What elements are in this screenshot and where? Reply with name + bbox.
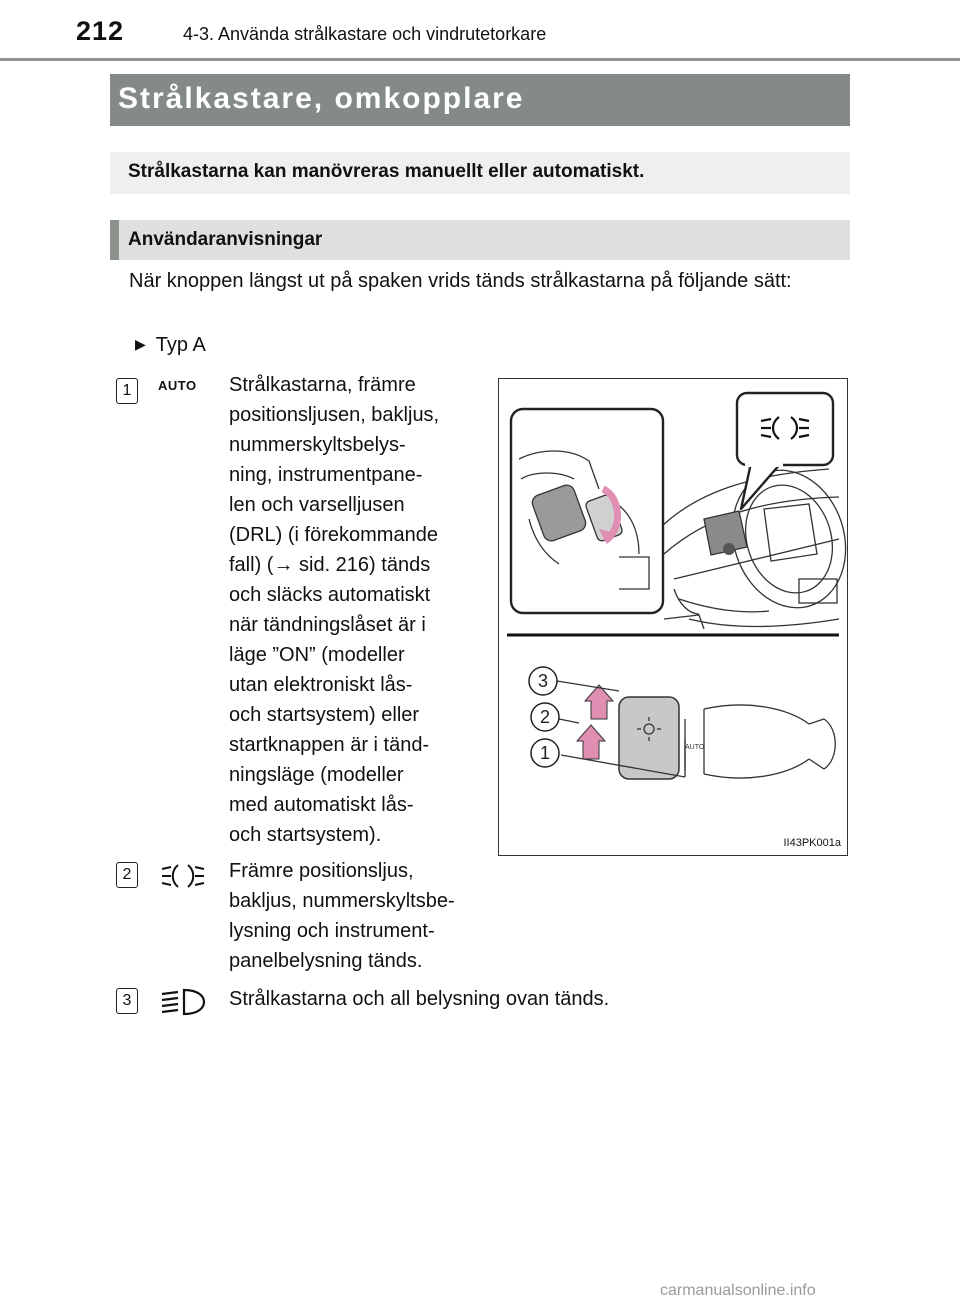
callout-2-label: 2 bbox=[539, 707, 551, 727]
item-2-line: bakljus, nummerskyltsbe- bbox=[229, 890, 455, 912]
item-1-line: och släcks automatiskt bbox=[229, 584, 431, 606]
type-label bbox=[135, 334, 206, 357]
item-1-line: med automatiskt lås- bbox=[229, 794, 414, 816]
item-2-line: lysning och instrument- bbox=[229, 920, 435, 942]
item-2-line: panelbelysning tänds. bbox=[229, 950, 423, 972]
item-1-line: (DRL) (i förekommande bbox=[229, 524, 438, 546]
item-1-line: och startsystem) eller bbox=[229, 704, 420, 726]
item-1-line: utan elektroniskt lås- bbox=[229, 674, 413, 696]
intro-box bbox=[110, 152, 850, 194]
heading-accent-bar bbox=[110, 220, 119, 260]
item-1-line: läge ”ON” (modeller bbox=[229, 644, 405, 666]
item-number-3: 3 bbox=[116, 988, 138, 1014]
instructions-body: När knoppen längst ut på spaken vrids tänds strålkastarna på följande sätt: bbox=[129, 270, 792, 292]
item-2-description bbox=[229, 856, 479, 976]
item-1-line: len och varselljusen bbox=[229, 494, 405, 516]
item-1-description bbox=[229, 370, 479, 850]
auto-icon: AUTO bbox=[158, 378, 197, 393]
item-1-line: startknappen är i tänd- bbox=[229, 734, 430, 756]
item-3-line: Strålkastarna och all belysning ovan tänds. bbox=[229, 988, 610, 1010]
section-title: Strålkastare, omkopplare bbox=[118, 82, 525, 115]
item-3-description bbox=[229, 984, 849, 1014]
intro-text: Strålkastarna kan manövreras manuellt eller automatiskt. bbox=[128, 161, 645, 182]
section-title-band bbox=[110, 74, 850, 126]
item-1-line: nummerskyltsbelys- bbox=[229, 434, 406, 456]
item-1-line: positionsljusen, bakljus, bbox=[229, 404, 440, 426]
header-rule bbox=[0, 58, 960, 61]
figure-id: II43PK001a bbox=[783, 837, 841, 849]
item-1-line: när tändningslåset är i bbox=[229, 614, 426, 636]
triangle-bullet-icon: ▶ bbox=[135, 336, 146, 352]
page-number: 212 bbox=[76, 16, 125, 46]
user-instructions-heading: Användaranvisningar bbox=[128, 229, 323, 250]
headlight-icon bbox=[158, 986, 208, 1018]
item-1-line: Strålkastarna, främre bbox=[229, 374, 416, 396]
section-path: 4-3. Använda strålkastare och vindrutetorkare bbox=[183, 24, 547, 44]
watermark: carmanualsonline.info bbox=[660, 1282, 816, 1299]
figure-illustration bbox=[499, 379, 847, 855]
headlight-switch-figure bbox=[498, 378, 848, 856]
item-1-line: ningsläge (modeller bbox=[229, 764, 404, 786]
switch-auto-label: AUTO bbox=[685, 744, 705, 751]
item-1-line: ning, instrumentpane- bbox=[229, 464, 423, 486]
type-label-text: Typ A bbox=[155, 334, 206, 356]
position-light-icon bbox=[158, 862, 208, 890]
item-1-line: fall) (→ sid. 216) tänds bbox=[229, 554, 431, 576]
callout-1-label: 1 bbox=[539, 743, 551, 763]
callout-3-label: 3 bbox=[537, 671, 549, 691]
item-number-2: 2 bbox=[116, 862, 138, 888]
item-2-line: Främre positionsljus, bbox=[229, 860, 414, 882]
user-instructions-heading-band bbox=[110, 220, 850, 260]
item-1-line: och startsystem). bbox=[229, 824, 382, 846]
item-number-1: 1 bbox=[116, 378, 138, 404]
